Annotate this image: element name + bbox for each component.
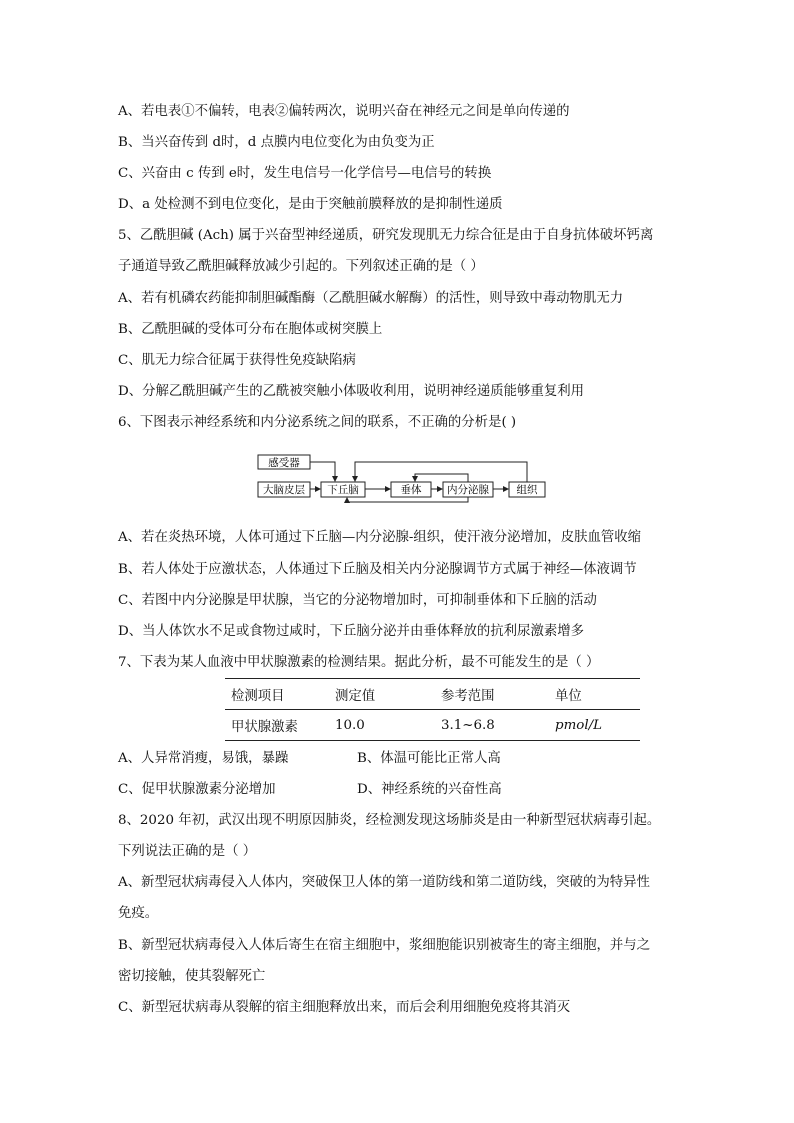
question-6-option-a: A、若在炎热环境，人体可通过下丘脑—内分泌腺-组织，使汗液分泌增加，皮肤血管收缩 xyxy=(118,530,642,545)
line-a-electric: A、若电表①不偏转，电表②偏转两次，说明兴奋在神经元之间是单向传递的 xyxy=(118,104,570,119)
question-8-stem-1: 8、2020 年初，武汉出现不明原因肺炎，经检测发现这场肺炎是由一种新型冠状病毒引起。 xyxy=(118,813,661,828)
nervous-endocrine-diagram xyxy=(255,452,555,504)
table-row xyxy=(225,710,640,741)
question-7-stem: 7、下表为某人血液中甲状腺激素的检测结果。据此分析，最不可能发生的是（ ） xyxy=(118,655,600,670)
arrow-receptor-hypothalamus xyxy=(310,462,335,481)
receptor-label: 感受器 xyxy=(268,457,300,469)
question-8-stem-2: 下列说法正确的是（ ） xyxy=(118,844,257,859)
hypothalamus-label: 下丘脑 xyxy=(327,484,359,496)
question-5-option-c: C、肌无力综合征属于获得性免疫缺陷病 xyxy=(118,353,356,368)
line-b-potential: B、当兴奋传到 d时，d 点膜内电位变化为由负变为正 xyxy=(118,135,435,150)
arrow-tissue-feedback xyxy=(355,462,527,482)
gland-label: 内分泌腺 xyxy=(447,484,489,496)
header-value: 测定值 xyxy=(335,688,376,704)
header-range: 参考范围 xyxy=(441,688,495,704)
question-8-option-b-1: B、新型冠状病毒侵入人体后寄生在宿主细胞中，浆细胞能识别被寄生的寄主细胞，并与之 xyxy=(118,938,651,953)
question-6-option-b: B、若人体处于应激状态，人体通过下丘脑及相关内分泌腺调节方式属于神经—体液调节 xyxy=(118,562,637,577)
line-d-inhibit: D、a 处检测不到电位变化，是由于突触前膜释放的是抑制性递质 xyxy=(118,197,503,212)
pituitary-label: 垂体 xyxy=(400,484,422,496)
question-6-option-d: D、当人体饮水不足或食物过咸时，下丘脑分泌并由垂体释放的抗利尿激素增多 xyxy=(118,624,585,639)
question-5-stem-2: 子通道导致乙酰胆碱释放减少引起的。下列叙述正确的是（ ） xyxy=(118,259,484,274)
arrow-gland-to-pituitary xyxy=(415,474,468,482)
header-item: 检测项目 xyxy=(231,688,285,704)
thyroid-test-table xyxy=(225,678,640,741)
cell-value: 10.0 xyxy=(335,717,365,733)
cell-range: 3.1~6.8 xyxy=(441,717,495,733)
question-5-option-b: B、乙酰胆碱的受体可分布在胞体或树突膜上 xyxy=(118,322,383,337)
question-6-stem: 6、下图表示神经系统和内分泌系统之间的联系，不正确的分析是( ) xyxy=(118,415,517,430)
question-8-option-a-2: 免疫。 xyxy=(118,906,159,921)
question-7-option-c: C、促甲状腺激素分泌增加 xyxy=(118,782,276,797)
arrow-gland-to-hypothalamus xyxy=(347,497,468,502)
question-7-option-a: A、人异常消瘦，易饿，暴躁 xyxy=(118,751,289,766)
cell-unit: pmol/L xyxy=(555,717,603,733)
question-8-option-c: C、新型冠状病毒从裂解的宿主细胞释放出来，而后会利用细胞免疫将其消灭 xyxy=(118,1000,571,1015)
question-6-option-c: C、若图中内分泌腺是甲状腺，当它的分泌物增加时，可抑制垂体和下丘脑的活动 xyxy=(118,593,597,608)
question-5-option-a: A、若有机磷农药能抑制胆碱酯酶（乙酰胆碱水解酶）的活性，则导致中毒动物肌无力 xyxy=(118,291,624,306)
question-5-stem-1: 5、乙酰胆碱 (Ach) 属于兴奋型神经递质，研究发现肌无力综合征是由于自身抗体破坏钙离 xyxy=(118,228,654,243)
header-unit: 单位 xyxy=(555,688,582,704)
tissue-label: 组织 xyxy=(516,484,538,496)
line-c-signal: C、兴奋由 c 传到 e时，发生电信号一化学信号—电信号的转换 xyxy=(118,166,492,181)
question-8-option-b-2: 密切接触，使其裂解死亡 xyxy=(118,969,266,984)
table-header-row xyxy=(225,679,640,710)
cell-item: 甲状腺激素 xyxy=(231,719,298,735)
question-7-option-b: B、体温可能比正常人高 xyxy=(357,751,501,766)
question-7-option-d: D、神经系统的兴奋性高 xyxy=(357,782,502,797)
question-8-option-a-1: A、新型冠状病毒侵入人体内，突破保卫人体的第一道防线和第二道防线，突破的为特异性 xyxy=(118,875,650,890)
cortex-label: 大脑皮层 xyxy=(263,484,305,496)
question-5-option-d: D、分解乙酰胆碱产生的乙酰被突触小体吸收利用，说明神经递质能够重复利用 xyxy=(118,384,585,399)
